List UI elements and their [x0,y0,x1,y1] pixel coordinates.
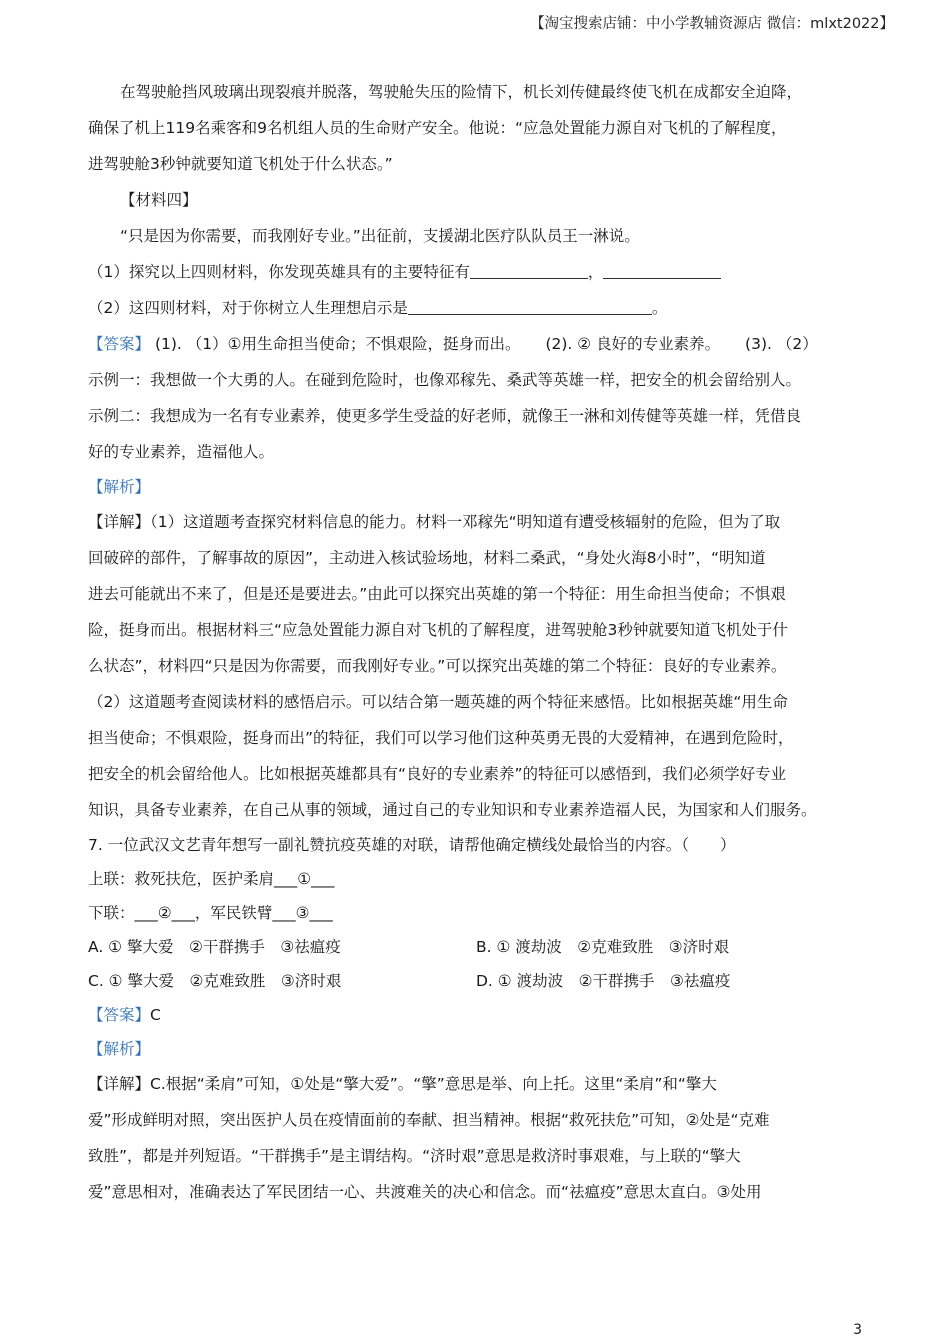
question-2-end: 。 [651,299,668,317]
answer-6-part-2: (2). ② 良好的专业素养。 [545,335,721,353]
answer-7 [88,998,874,1032]
option-a: A. ① 擎大爱 ②干群携手 ③祛瘟疫 [88,938,341,956]
analysis-6-line-7: 担当使命；不惧艰险，挺身而出”的特征，我们可以学习他们这种英勇无畏的大爱精神，在遇到危险时， [88,729,794,747]
document-body [88,74,874,1210]
question-1 [88,254,874,290]
answer-tag: 【答案】 [88,335,151,353]
question-2 [88,290,874,326]
answer-6-line-1 [88,326,874,362]
answer-6-part-1: (1). （1）①用生命担当使命；不惧艰险，挺身而出。 [154,335,521,353]
couplet-upper: 上联：救死扶危，医护柔肩___①___ [88,870,335,888]
detail-tag: 【详解】 [88,1075,151,1093]
option-c: C. ① 擎大爱 ②克难致胜 ③济时艰 [88,972,342,990]
detail-7-line-1 [88,1066,874,1102]
answer-blank [603,258,721,279]
answer-6-part-3: (3). （2） [745,335,818,353]
answer-7-value: C [150,1006,161,1024]
answer-6-line-2: 示例一：我想做一个大勇的人。在碰到危险时，也像邓稼先、桑武等英雄一样，把安全的机会留给别人。 [88,371,802,389]
analysis-6-line-4: 险，挺身而出。根据材料三“应急处置能力源自对飞机的了解程度，进驾驶舱3秒钟就要知道飞机处于什 [88,621,788,639]
analysis-tag: 【解析】 [88,1040,151,1058]
question-2-text: （2）这四则材料，对于你树立人生理想启示是 [88,299,408,317]
analysis-6-line-5: 么状态”，材料四“只是因为你需要，而我刚好专业。”可以探究出英雄的第二个特征：良好的专业素养。 [88,657,787,675]
detail-7-text: C.根据“柔肩”可知，①处是“擎大爱”。“擎”意思是举、向上托。这里“柔肩”和“擎大 [150,1075,717,1093]
options-row-2 [88,964,874,998]
material3-line-3: 进驾驶舱3秒钟就要知道飞机处于什么状态。” [88,155,393,173]
answer-tag: 【答案】 [88,1006,151,1024]
analysis-6-line-6: （2）这道题考查阅读材料的感悟启示。可以结合第一题英雄的两个特征来感悟。比如根据英雄“用生命 [88,693,788,711]
answer-6-line-4: 好的专业素养，造福他人。 [88,443,275,461]
analysis-tag: 【解析】 [88,478,151,496]
page-number: 3 [853,1322,862,1338]
answer-6-line-3: 示例二：我想成为一名有专业素养，使更多学生受益的好老师，就像王一淋和刘传健等英雄一样，凭借良 [88,407,802,425]
analysis-6-line-2: 回破碎的部件，了解事故的原因”，主动进入核试验场地，材料二桑武，“身处火海8小时”，“明知道 [88,549,766,567]
analysis-6-text: （1）这道题考查探究材料信息的能力。材料一邓稼先“明知道有遭受核辐射的危险，但为了取 [150,513,781,531]
material4-title: 【材料四】 [120,191,198,209]
options-row-1 [88,930,874,964]
analysis-6-line-8: 把安全的机会留给他人。比如根据英雄都具有“良好的专业素养”的特征可以感悟到，我们必须学好专业 [88,765,787,783]
question-1-text: （1）探究以上四则材料，你发现英雄具有的主要特征有 [88,263,470,281]
answer-blank [470,258,588,279]
header-note: 【淘宝搜索店铺：中小学教辅资源店 微信：mlxt2022】 [530,16,894,32]
detail-7-line-4: 爱”意思相对，准确表达了军民团结一心、共渡难关的决心和信念。而“祛瘟疫”意思太直白。③处用 [88,1183,762,1201]
question-1-separator: ， [587,263,604,281]
answer-blank [408,294,652,315]
material4-text: “只是因为你需要，而我刚好专业。”出征前，支援湖北医疗队队员王一淋说。 [120,227,640,245]
detail-7-line-3: 致胜”，都是并列短语。“干群携手”是主谓结构。“济时艰”意思是救济时事艰难，与上联的“擎大 [88,1147,741,1165]
option-d: D. ① 渡劫波 ②干群携手 ③祛瘟疫 [476,972,731,990]
detail-7-line-2: 爱”形成鲜明对照，突出医护人员在疫情面前的奉献、担当精神。根据“救死扶危”可知，②处是“克难 [88,1111,770,1129]
option-b: B. ① 渡劫波 ②克难致胜 ③济时艰 [476,938,730,956]
analysis-6-line-9: 知识，具备专业素养，在自己从事的领域，通过自己的专业知识和专业素养造福人民，为国家和人们服务。 [88,801,817,819]
couplet-lower: 下联：___②___，军民铁臂___③___ [88,904,333,922]
material3-line-2: 确保了机上119名乘客和9名机组人员的生命财产安全。他说：“应急处置能力源自对飞机的了解程度， [88,119,787,137]
analysis-6-line-3: 进去可能就出不来了，但是还是要进去。”由此可以探究出英雄的第一个特征：用生命担当使命；不惧艰 [88,585,786,603]
detail-tag: 【详解】 [88,513,151,531]
question-7-stem: 7. 一位武汉文艺青年想写一副礼赞抗疫英雄的对联，请帮他确定横线处最恰当的内容。（ ） [88,836,736,854]
material3-line-1: 在驾驶舱挡风玻璃出现裂痕并脱落，驾驶舱失压的险情下，机长刘传健最终使飞机在成都安全迫降， [120,83,803,101]
analysis-6-line-1 [88,504,874,540]
